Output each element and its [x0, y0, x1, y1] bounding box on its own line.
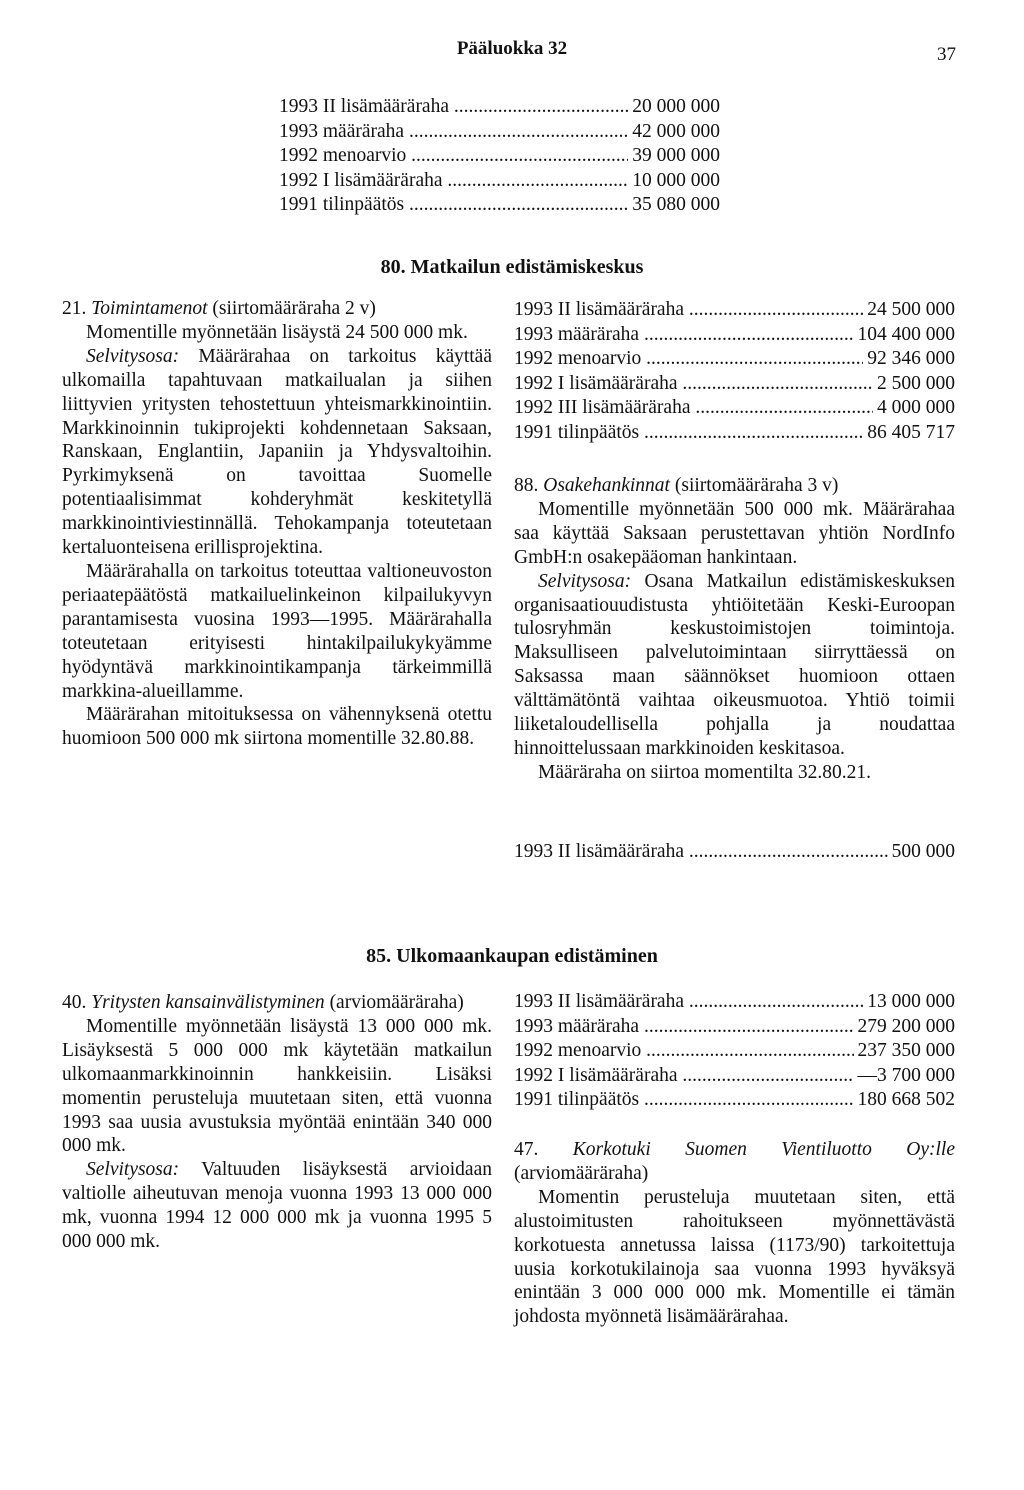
item-88-text: [514, 474, 955, 785]
item-88-heading: 88. Osakehankinnat (siirtomääräraha 3 v): [514, 475, 839, 496]
item-21-para-4: Määrärahan mitoituksessa on vähennyksenä otettu huomioon 500 000 mk siirtona momentille 32.80.88.: [62, 704, 492, 750]
item-47-heading: 47. Korkotuki Suomen Vientiluotto Oy:lle (arviomääräraha): [514, 1139, 956, 1184]
row-value: 24 500 000: [867, 299, 955, 320]
row-label: 1992 menoarvio .....: [279, 144, 628, 169]
item-47-para-1: Momentin perusteluja muutetaan siten, että alustoimitusten rahoitukseen myönnettävästä korkotuesta annetussa laissa (1173/90) tarkoitettuja uusia korkotukilainoja saa vuonna 1993 hyväksyä enintään 3 000 000 000 mk. Momentille ei tämän johdosta myönnetä lisämäärärahaa.: [514, 1186, 955, 1328]
row-label: 1992 I lisämääräraha .....: [279, 169, 628, 194]
item-40-name: Yritysten kansainvälistyminen: [91, 992, 325, 1013]
row-value: 500 000: [891, 841, 955, 862]
table-row: [514, 990, 955, 1015]
row-value: 39 000 000: [632, 145, 720, 167]
item-21-para-3: Määrärahalla on tarkoitus toteuttaa valtioneuvoston periaatepäätöstä matkailuelinkeinon kilpailukyvyn parantamisesta vuosina 1993—1995. Määrärahalla toteutetaan erityisesti hintakilpailukykyämme hyödyntävä markkinointikampanja tärkeimmillä markkina-alueillamme.: [62, 560, 492, 702]
row-value: 4 000 000: [877, 397, 955, 419]
item-21-name: Toimintamenot: [91, 298, 208, 319]
row-label: 1991 tilinpäätös .....: [279, 193, 628, 218]
item-88-para-3: Määräraha on siirtoa momentilta 32.80.21.: [538, 761, 872, 783]
table-row: [279, 95, 720, 120]
item-21-appropriation-table: [514, 298, 955, 446]
table-row: [514, 396, 955, 421]
row-label: 1993 määräraha .....: [279, 120, 628, 145]
item-40-heading: 40. Yritysten kansainvälistyminen (arviomääräraha): [62, 992, 464, 1013]
table-row: [514, 347, 955, 372]
table-row: [514, 323, 955, 348]
item-47-name: Korkotuki Suomen Vientiluotto Oy:lle: [572, 1139, 956, 1160]
row-label: 1992 menoarvio .....: [514, 347, 863, 372]
row-value: 10 000 000: [632, 169, 720, 191]
item-21-para-1: Momentille myönnetään lisäystä 24 500 000 mk.: [86, 321, 468, 343]
row-label: 1993 II lisämääräraha .....: [279, 95, 628, 120]
table-row: [279, 144, 720, 169]
item-21-text: [62, 297, 492, 751]
row-label: 1991 tilinpäätös .....: [514, 421, 863, 446]
row-label: 1993 II lisämääräraha .....: [514, 990, 863, 1015]
row-value: 2 500 000: [877, 372, 955, 394]
row-value: 13 000 000: [867, 991, 955, 1012]
item-47-text: [514, 1138, 955, 1329]
row-label: 1992 I lisämääräraha .....: [514, 1064, 854, 1089]
table-row: [514, 372, 955, 397]
section-80-title: 80. Matkailun edistämiskeskus: [380, 256, 644, 278]
table-row: [514, 1088, 955, 1113]
item-21-heading: 21. Toimintamenot (siirtomääräraha 2 v): [62, 298, 376, 319]
row-value: 20 000 000: [632, 96, 720, 117]
row-label: 1993 määräraha .....: [514, 1015, 854, 1040]
table-row: [514, 1015, 955, 1040]
item-88-para-2: Selvitysosa: Osana Matkailun edistämiskeskuksen organisaatiouudistusta yhtiöitetään Keski-Euroopan tulosryhmän keskustoimistojen toimintoja. Maksulliseen palvelutoimintaan siirryttäessä on Saksassa maan säännökset huomioon ottaen välttämätöntä vaihtaa oikeusmuotoa. Yhtiö toimii liiketaloudellisella pohjalla ja noudattaa hinnoittelussaan markkinoiden keskitasoa.: [514, 570, 955, 759]
top-appropriation-table: [279, 95, 720, 218]
row-label: 1991 tilinpäätös .....: [514, 1088, 854, 1113]
row-label: 1993 määräraha .....: [514, 323, 854, 348]
row-value: 279 200 000: [857, 1015, 955, 1037]
page-title: Pääluokka 32: [456, 38, 568, 59]
row-value: 42 000 000: [632, 120, 720, 142]
table-row: [279, 120, 720, 145]
row-label: 1993 II lisämääräraha .....: [514, 840, 888, 865]
item-88-name: Osakehankinnat: [543, 475, 670, 496]
table-row: [514, 298, 955, 323]
row-value: 35 080 000: [632, 194, 720, 216]
item-40-para-2: Selvitysosa: Valtuuden lisäyksestä arvioidaan valtiolle aiheutuvan menoja vuonna 1993 13 000 000 mk, vuonna 1994 12 000 000 mk ja vuonna 1995 5 000 000 mk.: [62, 1159, 492, 1253]
row-label: 1992 I lisämääräraha .....: [514, 372, 873, 397]
item-88-para-1: Momentille myönnetään 500 000 mk. Määrärahaa saa käyttää Saksaan perustettavan yhtiön NordInfo GmbH:n osakepääoman hankintaan.: [514, 498, 955, 568]
page-number: 37: [937, 44, 956, 65]
row-value: 104 400 000: [857, 323, 955, 345]
item-88-appropriation-table: [514, 840, 955, 865]
item-40-text: [62, 991, 492, 1254]
row-value: 92 346 000: [867, 348, 955, 370]
table-row: [514, 1064, 955, 1089]
row-value: 237 350 000: [857, 1040, 955, 1062]
item-21-para-2: Selvitysosa: Määrärahaa on tarkoitus käyttää ulkomailla tapahtuvaan matkailualan ja siihen liittyvien yritysten tehostettuun yhteismarkkinointiin. Markkinoinnin tukiprojekti kohdennetaan Saksaan, Ranskaan, Englantiin, Japaniin ja Yhdysvaltoihin. Pyrkimyksenä on tavoittaa Suomelle potentiaalisimmat kohderyhmät keskitetyllä markkinointiviestinnällä. Tehokampanja toteutetaan kertaluonteisena erillisprojektina.: [62, 345, 492, 559]
item-40-para-1: Momentille myönnetään lisäystä 13 000 000 mk. Lisäyksestä 5 000 000 mk käytetään matkailun ulkomaanmarkkinoinnin hankkeisiin. Lisäksi momentin perusteluja muutetaan siten, että vuonna 1993 saa uusia avustuksia myöntää enintään 340 000 000 mk.: [62, 1015, 492, 1157]
item-40-appropriation-table: [514, 990, 955, 1113]
table-row: [514, 421, 955, 446]
table-row: [279, 169, 720, 194]
row-label: 1993 II lisämääräraha .....: [514, 298, 863, 323]
section-85-title: 85. Ulkomaankaupan edistäminen: [366, 945, 658, 967]
table-row: [514, 840, 955, 865]
row-label: 1992 III lisämääräraha .....: [514, 396, 873, 421]
table-row: [514, 1039, 955, 1064]
row-value: 86 405 717: [867, 421, 955, 443]
row-value: 180 668 502: [857, 1089, 955, 1111]
table-row: [279, 193, 720, 218]
row-label: 1992 menoarvio .....: [514, 1039, 854, 1064]
row-value: —3 700 000: [857, 1064, 955, 1086]
